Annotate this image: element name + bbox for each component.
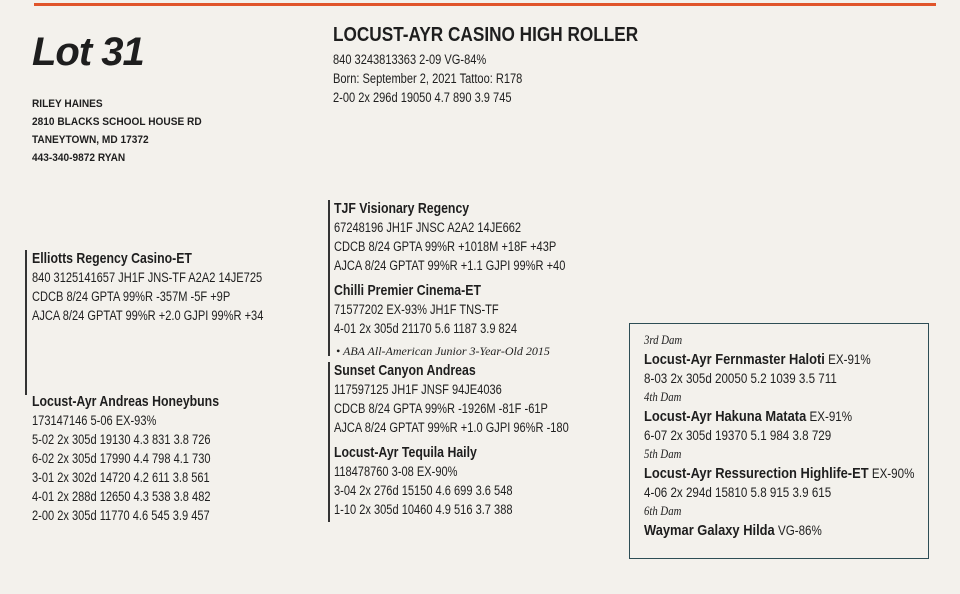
sixth-dam-name: Waymar Galaxy Hilda bbox=[644, 522, 775, 539]
dam-dam-info bbox=[334, 443, 552, 519]
animal-info bbox=[333, 50, 564, 107]
sire-dam-award: • ABA All-American Junior 3-Year-Old 2015 bbox=[336, 344, 550, 358]
animal-id-line: 840 3243813363 2-09 VG-84% bbox=[333, 52, 487, 67]
dam-dam-name: Locust-Ayr Tequila Haily bbox=[334, 444, 477, 461]
dam-record: 4-01 2x 288d 12650 4.3 538 3.8 482 bbox=[32, 489, 211, 504]
sire-dam-info bbox=[334, 281, 557, 338]
sire-info bbox=[32, 249, 314, 325]
animal-record-line: 2-00 2x 296d 19050 4.7 890 3.9 745 bbox=[333, 90, 512, 105]
sire-cdcb-line: CDCB 8/24 GPTA 99%R -357M -5F +9P bbox=[32, 289, 231, 304]
fourth-dam-record: 6-07 2x 305d 19370 5.1 984 3.8 729 bbox=[644, 428, 832, 443]
sire-sire-cdcb-line: CDCB 8/24 GPTA 99%R +1018M +18F +43P bbox=[334, 239, 557, 254]
sire-dam-id-line: 71577202 EX-93% JH1F TNS-TF bbox=[334, 302, 499, 317]
dam-record: 3-01 2x 302d 14720 4.2 611 3.8 561 bbox=[32, 470, 210, 485]
sire-dam-name: Chilli Premier Cinema-ET bbox=[334, 282, 481, 299]
sire-bracket bbox=[25, 250, 27, 395]
sire-sire-id-line: 67248196 JH1F JNSC A2A2 14JE662 bbox=[334, 220, 522, 235]
fourth-dam-label: 4th Dam bbox=[644, 390, 682, 404]
sire-ajca-line: AJCA 8/24 GPTAT 99%R +2.0 GJPI 99%R +34 bbox=[32, 308, 264, 323]
sire-sire-name: TJF Visionary Regency bbox=[334, 200, 470, 217]
sire-id-line: 840 3125141657 JH1F JNS-TF A2A2 14JE725 bbox=[32, 270, 263, 285]
animal-name: LOCUST-AYR CASINO HIGH ROLLER bbox=[333, 24, 639, 46]
maternal-line-info bbox=[644, 331, 958, 540]
dam-dam-record: 3-04 2x 276d 15150 4.6 699 3.6 548 bbox=[334, 483, 513, 498]
lot-number: Lot 31 bbox=[32, 30, 144, 74]
sixth-dam-score: VG-86% bbox=[774, 523, 822, 538]
dam-sire-info bbox=[334, 361, 620, 437]
dam-record: 5-02 2x 305d 19130 4.3 831 3.8 726 bbox=[32, 432, 211, 447]
dam-info bbox=[32, 392, 260, 525]
sire-side-bracket bbox=[328, 200, 330, 356]
dam-dam-id-line: 118478760 3-08 EX-90% bbox=[334, 464, 458, 479]
dam-record: 6-02 2x 305d 17990 4.4 798 4.1 730 bbox=[32, 451, 211, 466]
third-dam-name: Locust-Ayr Fernmaster Haloti bbox=[644, 351, 825, 368]
dam-sire-name: Sunset Canyon Andreas bbox=[334, 362, 476, 379]
sixth-dam-label: 6th Dam bbox=[644, 504, 682, 518]
dam-sire-id-line: 117597125 JH1F JNSF 94JE4036 bbox=[334, 382, 502, 397]
fifth-dam-score: EX-90% bbox=[868, 466, 915, 481]
dam-dam-record: 1-10 2x 305d 10460 4.9 516 3.7 388 bbox=[334, 502, 513, 517]
dam-name: Locust-Ayr Andreas Honeybuns bbox=[32, 393, 220, 410]
dam-record: 2-00 2x 305d 11770 4.6 545 3.9 457 bbox=[32, 508, 210, 523]
consignor-phone: 443-340-9872 RYAN bbox=[32, 152, 126, 164]
dam-id-line: 173147146 5-06 EX-93% bbox=[32, 413, 157, 428]
fourth-dam-score: EX-91% bbox=[806, 409, 853, 424]
sire-name: Elliotts Regency Casino-ET bbox=[32, 250, 192, 267]
fifth-dam-label: 5th Dam bbox=[644, 447, 682, 461]
header-rule bbox=[34, 3, 936, 6]
sire-sire-info bbox=[334, 199, 616, 275]
animal-birth-line: Born: September 2, 2021 Tattoo: R178 bbox=[333, 71, 523, 86]
third-dam-score: EX-91% bbox=[824, 352, 871, 367]
sire-dam-record-line: 4-01 2x 305d 21170 5.6 1187 3.9 824 bbox=[334, 321, 518, 336]
dam-side-bracket bbox=[328, 362, 330, 522]
fifth-dam-record: 4-06 2x 294d 15810 5.8 915 3.9 615 bbox=[644, 485, 832, 500]
dam-sire-cdcb-line: CDCB 8/24 GPTA 99%R -1926M -81F -61P bbox=[334, 401, 548, 416]
consignor-name: RILEY HAINES bbox=[32, 98, 103, 110]
dam-sire-ajca-line: AJCA 8/24 GPTAT 99%R +1.0 GJPI 96%R -180 bbox=[334, 420, 569, 435]
consignor-address1: 2810 BLACKS SCHOOL HOUSE RD bbox=[32, 116, 202, 128]
third-dam-label: 3rd Dam bbox=[644, 333, 683, 347]
consignor-info bbox=[32, 95, 202, 167]
fifth-dam-name: Locust-Ayr Ressurection Highlife-ET bbox=[644, 465, 869, 482]
third-dam-record: 8-03 2x 305d 20050 5.2 1039 3.5 711 bbox=[644, 371, 837, 386]
consignor-address2: TANEYTOWN, MD 17372 bbox=[32, 134, 149, 146]
sire-sire-ajca-line: AJCA 8/24 GPTAT 99%R +1.1 GJPI 99%R +40 bbox=[334, 258, 566, 273]
fourth-dam-name: Locust-Ayr Hakuna Matata bbox=[644, 408, 807, 425]
